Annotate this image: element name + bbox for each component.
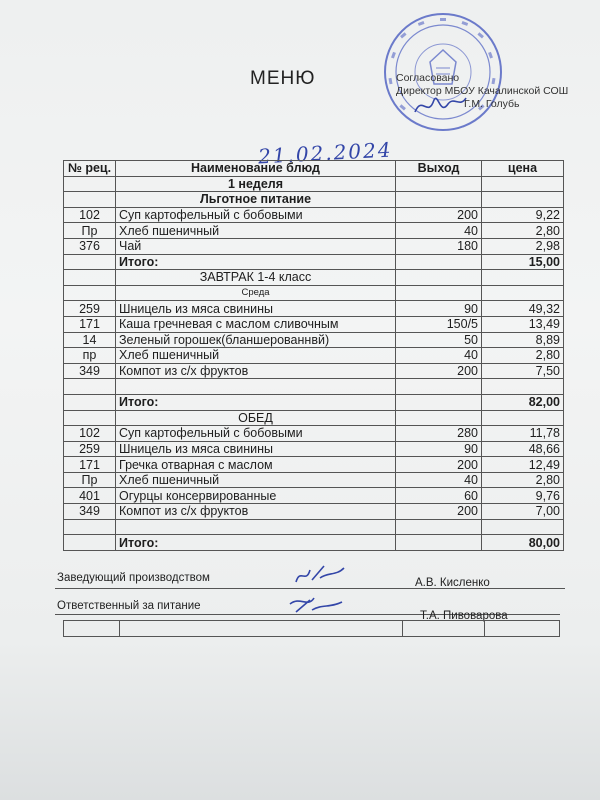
- table-row: [64, 472, 564, 488]
- header-name: Наименование блюд: [116, 161, 396, 177]
- table-row: [64, 441, 564, 457]
- table-row: [64, 207, 564, 223]
- approval-director: Директор МБОУ Качалинской СОШ: [396, 85, 569, 97]
- row-output: 60: [396, 488, 482, 504]
- row-name: Компот из с/х фруктов: [116, 363, 396, 379]
- table-row: [64, 348, 564, 364]
- row-name: Хлеб пшеничный: [116, 348, 396, 364]
- row-output: 50: [396, 332, 482, 348]
- manager-name: А.В. Кисленко: [415, 577, 490, 589]
- responsible-label: Ответственный за питание: [57, 600, 201, 612]
- approval-director-name: Г.М. Голубь: [464, 98, 520, 110]
- row-code: 14: [64, 332, 116, 348]
- row-price: 2,80: [482, 348, 564, 364]
- row-price: 49,32: [482, 301, 564, 317]
- table-row: [64, 301, 564, 317]
- row-output: 90: [396, 301, 482, 317]
- responsible-name: Т.А. Пивоварова: [420, 610, 508, 622]
- total-label: Итого:: [116, 254, 396, 270]
- section-title: ОБЕД: [116, 410, 396, 426]
- table-row: [64, 379, 564, 395]
- row-name: Шницель из мяса свинины: [116, 301, 396, 317]
- total-row: [64, 535, 564, 551]
- row-code: 102: [64, 207, 116, 223]
- total-value: 82,00: [482, 394, 564, 410]
- row-price: 7,00: [482, 504, 564, 520]
- row-code: пр: [64, 348, 116, 364]
- row-output: 40: [396, 348, 482, 364]
- row-price: 2,98: [482, 238, 564, 254]
- total-row: [64, 394, 564, 410]
- day-label: Среда: [116, 285, 396, 301]
- row-price: 7,50: [482, 363, 564, 379]
- table-row: [64, 270, 564, 286]
- row-code: 171: [64, 457, 116, 473]
- row-code: 259: [64, 441, 116, 457]
- row-price: 13,49: [482, 316, 564, 332]
- row-output: 200: [396, 504, 482, 520]
- row-output: 40: [396, 223, 482, 239]
- row-price: 9,22: [482, 207, 564, 223]
- row-name: Каша гречневая с маслом сливочным: [116, 316, 396, 332]
- row-price: 12,49: [482, 457, 564, 473]
- header-output: Выход: [396, 161, 482, 177]
- row-name: Компот из с/х фруктов: [116, 504, 396, 520]
- director-signature: [410, 90, 470, 120]
- total-value: 15,00: [482, 254, 564, 270]
- row-output: 200: [396, 457, 482, 473]
- table-row: [64, 504, 564, 520]
- row-output: 90: [396, 441, 482, 457]
- table-row: [64, 488, 564, 504]
- menu-table: [63, 160, 563, 551]
- table-row: [64, 285, 564, 301]
- row-output: 40: [396, 472, 482, 488]
- row-name: Суп картофельный с бобовыми: [116, 207, 396, 223]
- page-title: МЕНЮ: [250, 68, 316, 89]
- manager-label: Заведующий производством: [57, 572, 210, 584]
- table-row: [64, 223, 564, 239]
- responsible-signature: [284, 592, 346, 618]
- table-row: [64, 410, 564, 426]
- table-row: [64, 426, 564, 442]
- header-code: № рец.: [64, 161, 116, 177]
- week-label: 1 неделя: [116, 176, 396, 192]
- total-label: Итого:: [116, 394, 396, 410]
- row-output: 200: [396, 207, 482, 223]
- table-row: [64, 363, 564, 379]
- table-row: [64, 238, 564, 254]
- table-row: [64, 332, 564, 348]
- total-value: 80,00: [482, 535, 564, 551]
- section-title: Льготное питание: [116, 192, 396, 208]
- row-price: 11,78: [482, 426, 564, 442]
- total-row: [64, 254, 564, 270]
- row-price: 2,80: [482, 472, 564, 488]
- header-price: цена: [482, 161, 564, 177]
- total-label: Итого:: [116, 535, 396, 551]
- row-price: 8,89: [482, 332, 564, 348]
- row-name: Гречка отварная с маслом: [116, 457, 396, 473]
- row-code: 401: [64, 488, 116, 504]
- row-code: 376: [64, 238, 116, 254]
- row-output: 200: [396, 363, 482, 379]
- menu-date: 21.02.2024: [257, 137, 394, 169]
- row-code: Пр: [64, 472, 116, 488]
- row-output: 180: [396, 238, 482, 254]
- row-code: 349: [64, 504, 116, 520]
- table-row: [64, 457, 564, 473]
- row-name: Зеленый горошек(бланшерованнвй): [116, 332, 396, 348]
- row-name: Шницель из мяса свинины: [116, 441, 396, 457]
- row-output: 150/5: [396, 316, 482, 332]
- table-header: [64, 161, 564, 177]
- row-name: Чай: [116, 238, 396, 254]
- row-code: 102: [64, 426, 116, 442]
- row-name: Хлеб пшеничный: [116, 223, 396, 239]
- empty-table-row: [63, 620, 560, 637]
- section-title: ЗАВТРАК 1-4 класс: [116, 270, 396, 286]
- row-name: Суп картофельный с бобовыми: [116, 426, 396, 442]
- table-row: [64, 176, 564, 192]
- row-price: 9,76: [482, 488, 564, 504]
- table-row: [64, 192, 564, 208]
- approval-agreed: Согласовано: [396, 72, 460, 84]
- row-price: 2,80: [482, 223, 564, 239]
- row-code: Пр: [64, 223, 116, 239]
- manager-signature: [290, 562, 350, 588]
- row-code: 259: [64, 301, 116, 317]
- row-name: Хлеб пшеничный: [116, 472, 396, 488]
- table-row: [64, 316, 564, 332]
- row-output: 280: [396, 426, 482, 442]
- row-price: 48,66: [482, 441, 564, 457]
- row-name: Огурцы консервированные: [116, 488, 396, 504]
- table-row: [64, 519, 564, 535]
- row-code: 349: [64, 363, 116, 379]
- row-code: 171: [64, 316, 116, 332]
